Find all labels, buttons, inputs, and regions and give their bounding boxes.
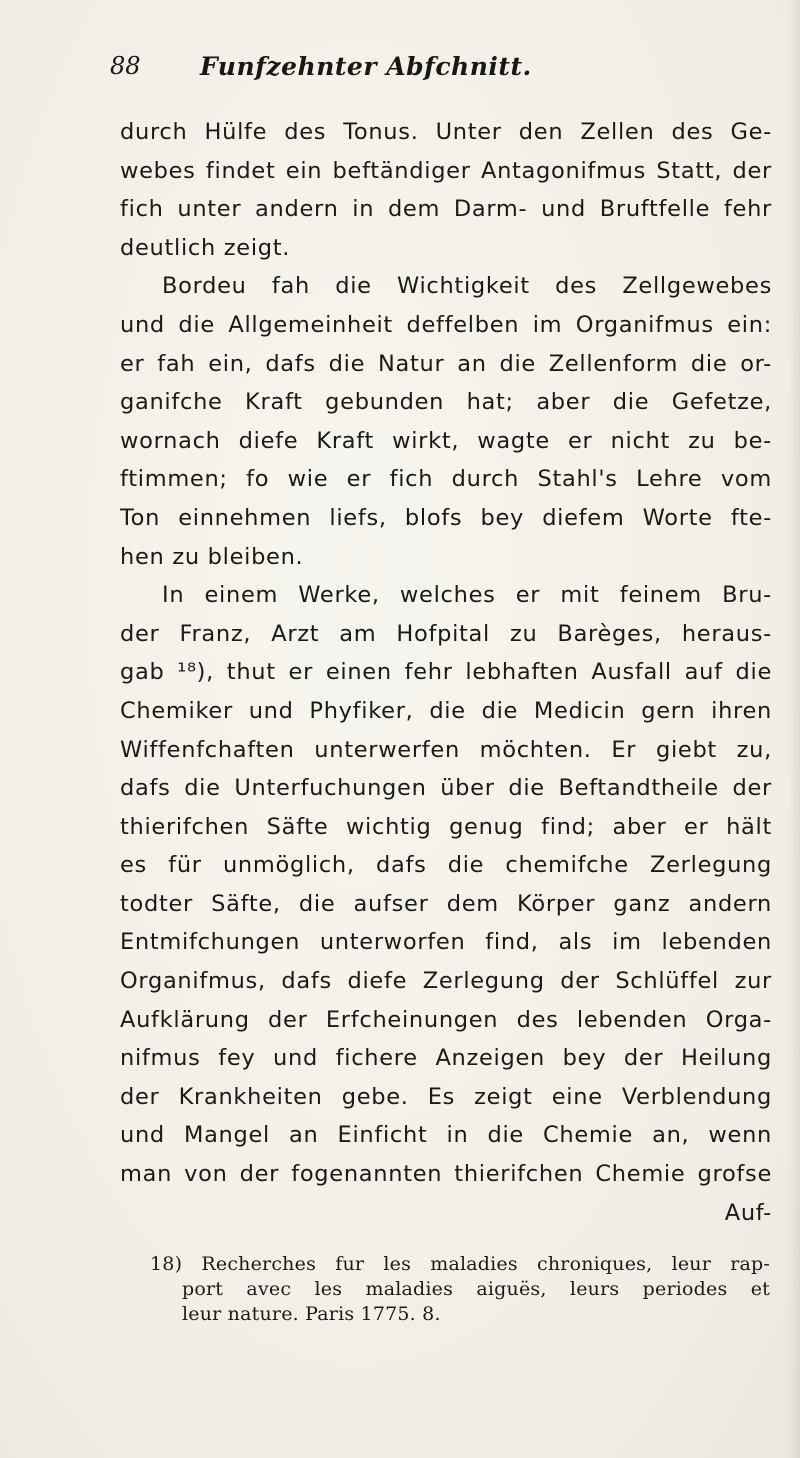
text-line: Ton einnehmen liefs, blofs bey diefem Worte fte- [120,504,772,531]
text-line: dafs die Unterfuchungen über die Beftandtheile der [120,775,772,802]
text-line: er fah ein, dafs die Natur an die Zellenform die or- [120,350,772,377]
footnote [150,1252,770,1327]
text-line: hen zu bleiben. [120,543,304,570]
text-line: deutlich zeigt. [120,234,291,261]
text-line: und die Allgemeinheit deffelben im Organifmus ein: [120,311,772,338]
text-line: nifmus fey und fichere Anzeigen bey der Heilung [120,1045,772,1072]
text-line: ganifche Kraft gebunden hat; aber die Gefetze, [120,389,772,416]
text-line: todter Säfte, die aufser dem Körper ganz andern [120,890,772,917]
text-line: Bordeu fah die Wichtigkeit des Zellgewebes [162,273,772,300]
text-line: webes findet ein beftändiger Antagonifmus Statt, der [120,157,772,184]
page-edge-shadow [788,0,800,1458]
footnote-line: 18) Recherches fur les maladies chroniques, leur rap- [150,1253,770,1275]
text-line: Entmifchungen unterworfen find, als im lebenden [120,929,772,956]
footnote-line: port avec les maladies aiguës, leurs periodes et [182,1278,770,1300]
text-line: es für unmöglich, dafs die chemifche Zerlegung [120,852,772,879]
text-line: der Franz, Arzt am Hofpital zu Barèges, heraus- [120,620,772,647]
running-title: Funfzehnter Abfchnitt. [200,52,532,81]
text-line: thierifchen Säfte wichtig genug find; aber er hält [120,813,772,840]
text-line: Wiffenfchaften unterwerfen möchten. Er giebt zu, [120,736,772,763]
text-line: Aufklärung der Erfcheinungen des lebenden Orga- [120,1006,772,1033]
footnote-line: leur nature. Paris 1775. 8. [182,1303,441,1325]
text-line: ftimmen; fo wie er fich durch Stahl's Lehre vom [120,466,772,493]
text-line: wornach diefe Kraft wirkt, wagte er nicht zu be- [120,427,772,454]
text-line: man von der fogenannten thierifchen Chemie grofse [120,1161,772,1188]
text-line: und Mangel an Einficht in die Chemie an, wenn [120,1122,772,1149]
text-line: Chemiker und Phyfiker, die die Medicin gern ihren [120,697,772,724]
text-line: In einem Werke, welches er mit feinem Bru- [162,582,772,609]
text-line: fich unter andern in dem Darm- und Bruftfelle fehr [120,196,772,223]
text-line: gab ¹⁸), thut er einen fehr lebhaften Ausfall auf die [120,659,772,686]
text-line: durch Hülfe des Tonus. Unter den Zellen des Ge- [120,119,772,145]
text-line: der Krankheiten gebe. Es zeigt eine Verblendung [120,1083,772,1110]
body-text [120,113,772,1232]
page-number: 88 [110,52,141,80]
text-line: Organifmus, dafs diefe Zerlegung der Schlüffel zur [120,968,772,995]
catchword: Auf- [724,1199,772,1226]
page-header [110,52,710,92]
